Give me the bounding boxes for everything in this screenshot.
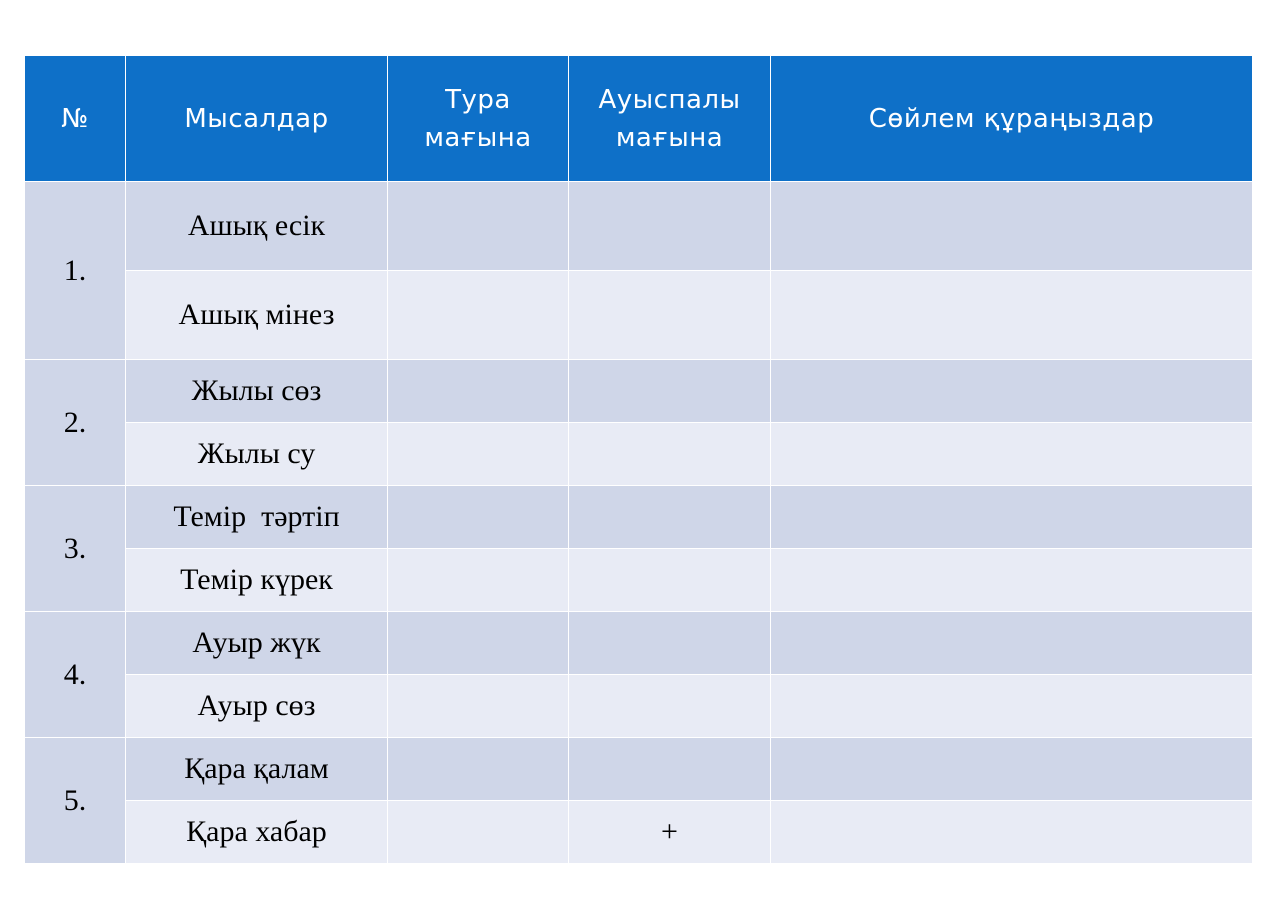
figurative-meaning-cell[interactable] xyxy=(569,675,771,738)
example-cell: Ауыр сөз xyxy=(126,675,388,738)
sentence-cell[interactable] xyxy=(771,549,1253,612)
example-cell: Жылы сөз xyxy=(126,360,388,423)
figurative-meaning-cell[interactable] xyxy=(569,271,771,360)
sentence-cell[interactable] xyxy=(771,801,1253,864)
sentence-cell[interactable] xyxy=(771,423,1253,486)
example-cell: Темір күрек xyxy=(126,549,388,612)
figurative-meaning-cell[interactable] xyxy=(569,486,771,549)
direct-meaning-cell[interactable] xyxy=(388,549,569,612)
example-cell: Ауыр жүк xyxy=(126,612,388,675)
header-direct-meaning: Тура мағына xyxy=(388,56,569,182)
direct-meaning-cell[interactable] xyxy=(388,612,569,675)
table-row xyxy=(25,801,1253,864)
figurative-meaning-cell[interactable] xyxy=(569,360,771,423)
direct-meaning-cell[interactable] xyxy=(388,675,569,738)
sentence-cell[interactable] xyxy=(771,675,1253,738)
header-figurative-meaning: Ауыспалы мағына xyxy=(569,56,771,182)
example-cell: Қара хабар xyxy=(126,801,388,864)
table-row xyxy=(25,675,1253,738)
table-row xyxy=(25,486,1253,549)
row-number: 2. xyxy=(25,360,126,486)
figurative-meaning-cell[interactable] xyxy=(569,182,771,271)
table-row xyxy=(25,612,1253,675)
row-number: 5. xyxy=(25,738,126,864)
figurative-meaning-cell[interactable] xyxy=(569,612,771,675)
direct-meaning-cell[interactable] xyxy=(388,738,569,801)
example-cell: Ашық мінез xyxy=(126,271,388,360)
sentence-cell[interactable] xyxy=(771,360,1253,423)
sentence-cell[interactable] xyxy=(771,182,1253,271)
table-row xyxy=(25,738,1253,801)
header-number: № xyxy=(25,56,126,182)
table-row xyxy=(25,360,1253,423)
example-cell: Жылы су xyxy=(126,423,388,486)
header-make-sentences: Сөйлем құраңыздар xyxy=(771,56,1253,182)
header-row xyxy=(25,56,1253,182)
direct-meaning-cell[interactable] xyxy=(388,271,569,360)
direct-meaning-cell[interactable] xyxy=(388,801,569,864)
sentence-cell[interactable] xyxy=(771,738,1253,801)
sentence-cell[interactable] xyxy=(771,486,1253,549)
example-cell: Темір тәртіп xyxy=(126,486,388,549)
example-cell: Ашық есік xyxy=(126,182,388,271)
direct-meaning-cell[interactable] xyxy=(388,423,569,486)
header-examples: Мысалдар xyxy=(126,56,388,182)
table-row xyxy=(25,271,1253,360)
table-row xyxy=(25,182,1253,271)
row-number: 3. xyxy=(25,486,126,612)
example-cell: Қара қалам xyxy=(126,738,388,801)
direct-meaning-cell[interactable] xyxy=(388,182,569,271)
direct-meaning-cell[interactable] xyxy=(388,486,569,549)
table-row xyxy=(25,423,1253,486)
sentence-cell[interactable] xyxy=(771,271,1253,360)
table-row xyxy=(25,549,1253,612)
figurative-meaning-cell[interactable]: + xyxy=(569,801,771,864)
direct-meaning-cell[interactable] xyxy=(388,360,569,423)
figurative-meaning-cell[interactable] xyxy=(569,738,771,801)
row-number: 4. xyxy=(25,612,126,738)
figurative-meaning-cell[interactable] xyxy=(569,423,771,486)
sentence-cell[interactable] xyxy=(771,612,1253,675)
row-number: 1. xyxy=(25,182,126,360)
figurative-meaning-cell[interactable] xyxy=(569,549,771,612)
lesson-table xyxy=(24,55,1253,864)
